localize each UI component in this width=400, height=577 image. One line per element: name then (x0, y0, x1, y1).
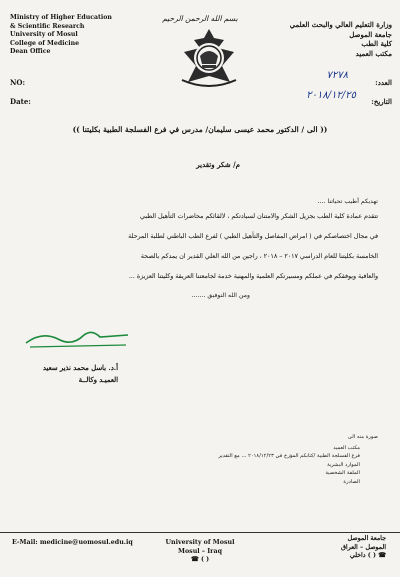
copy-item: فرع الفسلجة الطبية /كتابكم المؤرخ في ٢٠١٨/١٢/٢٣ ... مع التقدير (218, 453, 360, 460)
recipient-line: (( الى / الدكتور محمد عيسى سليمان/ مدرس في فرع الفسلجة الطبية بكليتنا )) (72, 125, 328, 134)
office-line-ar: مكتب العميد (355, 48, 392, 58)
signature-scribble (22, 325, 132, 355)
greeting: تهديكم أطيب تحياتنا .... (317, 198, 378, 205)
university-line-ar: جامعة الموصل (349, 29, 392, 39)
date-label: Date: (10, 97, 31, 106)
basmala: بسم الله الرحمن الرحيم (162, 14, 238, 23)
footer-city-ar: الموصل – العراق (340, 543, 386, 551)
footer-arabic-address (341, 535, 386, 561)
signatory-name: أ.د. باسل محمد نذير سعيد (42, 364, 118, 372)
footer-email: E-Mail: medicine@uomosul.edu.iq (12, 539, 133, 546)
subject-line: م/ شكر وتقدير (196, 160, 240, 169)
body-line-1: تتقدم عمادة كلية الطب بجزيل الشكر والامتنان لسيادتكم ، لالقائكم محاضرات التأهيل الطبي (140, 213, 378, 220)
footer-city: Mosul – Iraq (178, 547, 222, 555)
signatory-title: العميـد وكالــة (78, 376, 118, 384)
copies-heading: صورة منه الى (347, 434, 378, 440)
copy-item: الموارد البشرية (327, 461, 360, 468)
footer-university-ar: جامعة الموصل (347, 535, 386, 542)
university-line: University of Mosul (10, 31, 78, 39)
copies-list (218, 444, 360, 486)
university-logo (176, 26, 242, 90)
college-line: College of Medicine (10, 39, 80, 47)
arabic-header (290, 20, 392, 58)
copy-item: مكتب العميد (333, 445, 360, 451)
footer-ext: ☎ ( ) داخلي (349, 552, 386, 559)
ministry-line: Ministry of Higher Education (10, 14, 112, 21)
footer-phone: ☎ ( ) (190, 556, 210, 563)
body-line-3: الخامسة بكليتنا للعام الدراسي ٢٠١٧ – ٢٠١٨ ، راجين من الله العلي القدير ان يمدكم بالصحة (140, 253, 378, 260)
number-label: NO: (10, 78, 26, 87)
date-label-ar: التاريخ: (371, 97, 392, 106)
english-header (10, 14, 112, 57)
footer-university: University of Mosul (165, 539, 235, 546)
college-line-ar: كلية الطب (361, 39, 392, 48)
office-line: Dean Office (10, 48, 51, 56)
copy-item: الصادرة (343, 478, 360, 485)
footer-divider (0, 532, 400, 533)
body-line-2: في مجال اختصاصكم في ( امراض المفاصل والتأهيل الطبي ) لفرع الطب الباطني لطلبة المرحلة (128, 233, 378, 240)
body-line-4: والعافية ويوفقكم في عملكم ومسيرتكم العلمية والمهنية خدمة لجامعتنا العريقة وكليتنا العزيزة ... (128, 273, 378, 280)
ministry-line-ar: وزارة التعليم العالي والبحث العلمي (289, 20, 392, 29)
closing: ومن الله التوفيق ....... (191, 292, 250, 299)
research-line: & Scientific Research (10, 22, 85, 30)
number-value: ٧٢٧٨ (326, 70, 348, 81)
number-label-ar: العدد: (375, 78, 392, 87)
copy-item: الملفة الشخصية (325, 470, 360, 477)
date-value: ٢٠١٨/١٢/٢٥ (306, 90, 356, 101)
